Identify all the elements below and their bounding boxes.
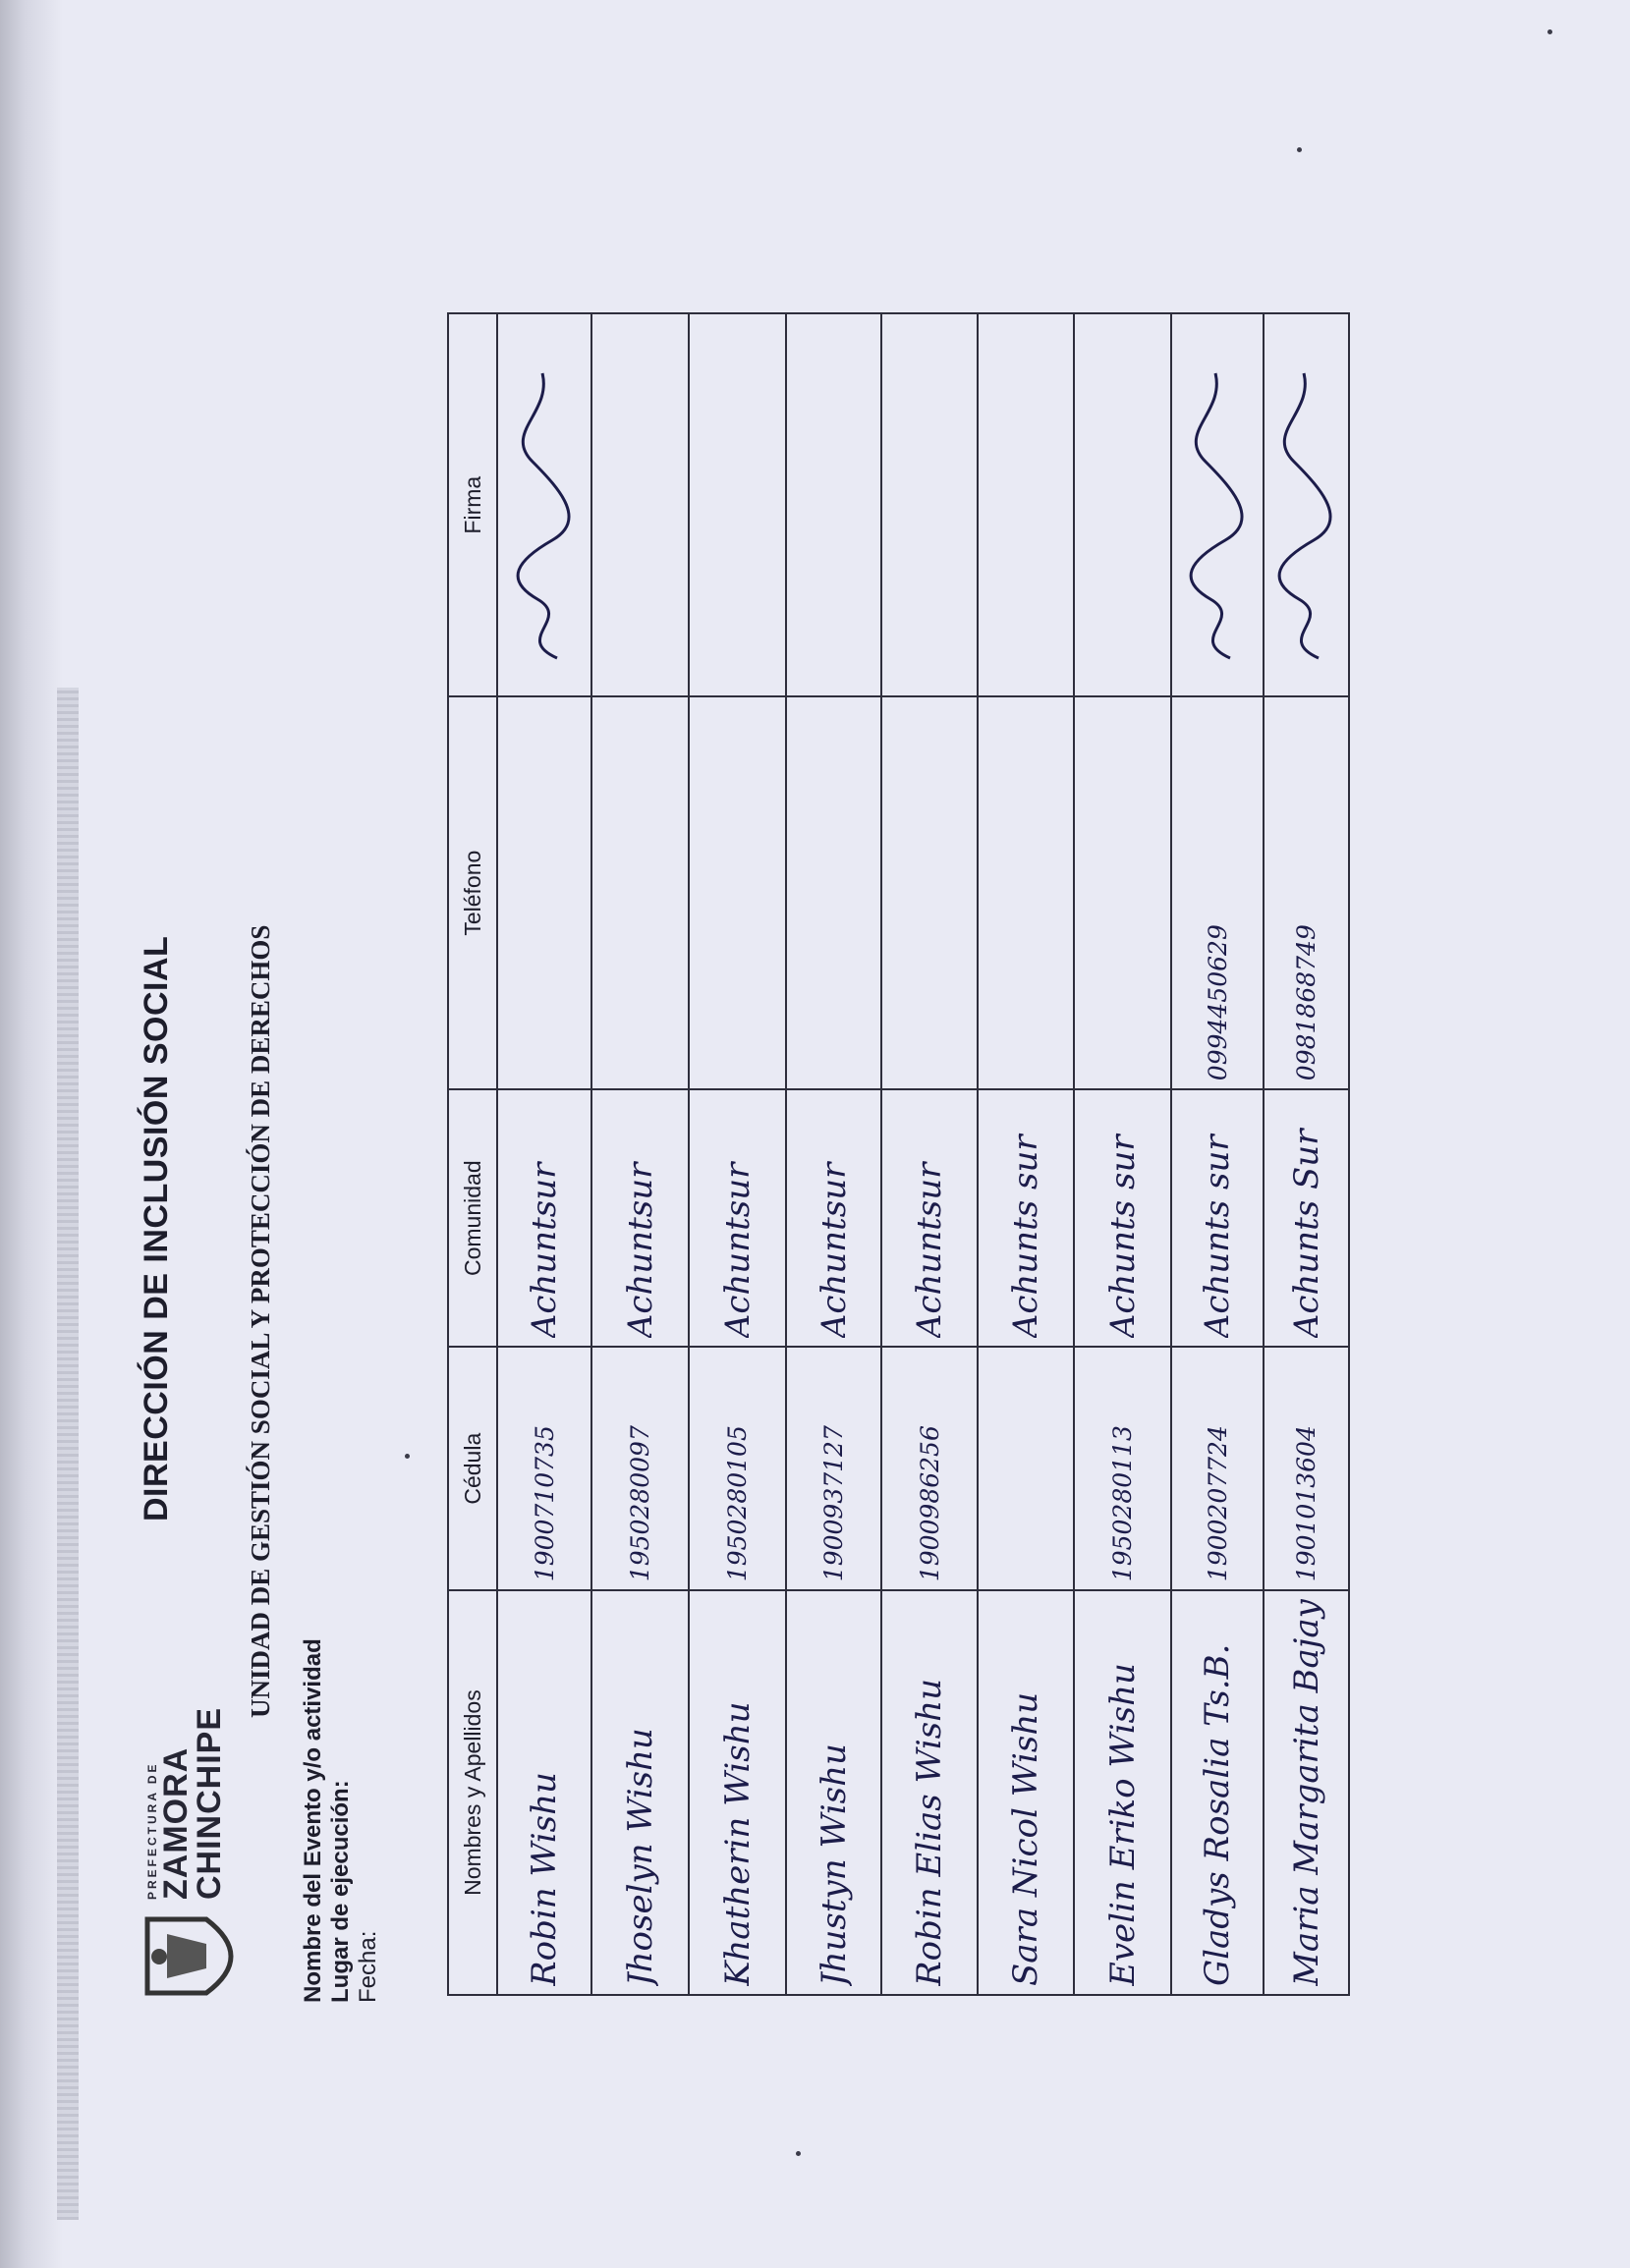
brand-prefix: PREFECTURA DE (145, 1761, 159, 1900)
cell-name-text: Robin Elias Wishu (910, 1679, 949, 1986)
cell-cedula-text: 1950280113 (1108, 1425, 1137, 1582)
table-row (978, 313, 1074, 1995)
cell-cedula (591, 1347, 689, 1590)
table-header-row (448, 313, 497, 1995)
event-meta (300, 1638, 382, 2003)
header-nombres: Nombres y Apellidos (448, 1590, 497, 1995)
cell-telefono (591, 696, 689, 1089)
cell-name (497, 1590, 591, 1995)
cell-cedula-text: 1950280105 (723, 1425, 752, 1582)
cell-telefono (881, 696, 978, 1089)
cell-comunidad (881, 1089, 978, 1347)
cell-cedula (689, 1347, 786, 1590)
date-label: Fecha: (355, 1930, 381, 2003)
cell-comunidad (978, 1089, 1074, 1347)
cell-telefono-text: 0994450629 (1203, 924, 1232, 1081)
cell-cedula-text: 1900207724 (1203, 1425, 1232, 1582)
cell-name (1171, 1590, 1264, 1995)
cell-cedula (1074, 1347, 1171, 1590)
cell-name (591, 1590, 689, 1995)
cell-comunidad-text: Achunts sur (1006, 1134, 1045, 1339)
event-label: Nombre del Evento y/o actividad (300, 1638, 326, 2003)
cell-cedula-text: 1900937127 (819, 1425, 848, 1582)
cell-name-text: Khatherin Wishu (717, 1701, 758, 1986)
document-subtitle: UNIDAD DE GESTIÓN SOCIAL Y PROTECCIÓN DE DERECHOS (246, 924, 275, 1718)
cell-comunidad (497, 1089, 591, 1347)
cell-firma (1074, 313, 1171, 696)
header-cedula: Cédula (448, 1347, 497, 1590)
cell-comunidad (689, 1089, 786, 1347)
table-row (591, 313, 689, 1995)
cell-firma (1264, 313, 1349, 696)
cell-name (1074, 1590, 1171, 1995)
header-comunidad: Comunidad (448, 1089, 497, 1347)
table-row (881, 313, 978, 1995)
cell-cedula (1171, 1347, 1264, 1590)
cell-comunidad (1074, 1089, 1171, 1347)
cell-telefono-text: 0981868749 (1292, 924, 1321, 1081)
cell-name-text: Gladys Rosalia Ts.B. (1198, 1643, 1237, 1986)
cell-firma (786, 313, 881, 696)
cell-name (881, 1590, 978, 1995)
table-row (1171, 313, 1264, 1995)
cell-comunidad-text: Achuntsur (814, 1162, 854, 1339)
cell-firma (1171, 313, 1264, 696)
cell-cedula-text: 1901013604 (1292, 1425, 1321, 1582)
cell-name-text: Maria Margarita Bajay (1286, 1599, 1326, 1986)
cell-comunidad (591, 1089, 689, 1347)
cell-cedula-text: 1900710735 (530, 1425, 559, 1582)
place-label: Lugar de ejecución: (327, 1780, 354, 2003)
attendance-table (447, 312, 1350, 1996)
cell-comunidad (1171, 1089, 1264, 1347)
cell-telefono (497, 696, 591, 1089)
cell-telefono (978, 696, 1074, 1089)
cell-cedula (497, 1347, 591, 1590)
cell-name-text: Jhustyn Wishu (814, 1743, 854, 1986)
header-firma: Firma (448, 313, 497, 696)
document-title: DIRECCIÓN DE INCLUSIÓN SOCIAL (138, 935, 175, 1521)
cell-comunidad-text: Achunts Sur (1286, 1129, 1326, 1339)
cell-name-text: Evelin Eriko Wishu (1102, 1663, 1143, 1986)
cell-firma (881, 313, 978, 696)
signature-icon (1265, 334, 1343, 688)
signature-icon (1176, 334, 1255, 688)
signature-icon (503, 334, 582, 688)
table-row (786, 313, 881, 1995)
cell-comunidad-text: Achunts sur (1102, 1134, 1143, 1339)
cell-comunidad (786, 1089, 881, 1347)
brand-line2: CHINCHIPE (191, 1706, 228, 1900)
cell-cedula (978, 1347, 1074, 1590)
header-telefono: Teléfono (448, 696, 497, 1089)
cell-telefono (1171, 696, 1264, 1089)
cell-comunidad-text: Achuntsur (525, 1162, 564, 1339)
cell-name (689, 1590, 786, 1995)
cell-firma (689, 313, 786, 696)
cell-telefono (1264, 696, 1349, 1089)
table-row (1074, 313, 1171, 1995)
cell-telefono (689, 696, 786, 1089)
cell-comunidad (1264, 1089, 1349, 1347)
cell-comunidad-text: Achuntsur (717, 1162, 758, 1339)
cell-name (1264, 1590, 1349, 1995)
cell-name (786, 1590, 881, 1995)
cell-cedula (786, 1347, 881, 1590)
cell-name-text: Sara Nicol Wishu (1006, 1691, 1045, 1986)
cell-cedula-text: 1900986256 (915, 1425, 944, 1582)
cell-comunidad-text: Achuntsur (620, 1162, 660, 1339)
brand-line1: ZAMORA (157, 1746, 195, 1900)
cell-cedula (881, 1347, 978, 1590)
cell-cedula-text: 1950280097 (626, 1425, 654, 1582)
cell-firma (978, 313, 1074, 696)
cell-firma (497, 313, 591, 696)
prefectura-logo-icon (138, 1909, 255, 2003)
prefectura-brand (145, 1707, 226, 1900)
cell-telefono (1074, 696, 1171, 1089)
cell-name (978, 1590, 1074, 1995)
table-row (1264, 313, 1349, 1995)
cell-comunidad-text: Achuntsur (910, 1162, 949, 1339)
cell-telefono (786, 696, 881, 1089)
cell-cedula (1264, 1347, 1349, 1590)
table-row (689, 313, 786, 1995)
table-row (497, 313, 591, 1995)
cell-firma (591, 313, 689, 696)
cell-name-text: Robin Wishu (525, 1772, 564, 1986)
cell-name-text: Jhoselyn Wishu (620, 1728, 660, 1986)
cell-comunidad-text: Achunts sur (1198, 1134, 1237, 1339)
